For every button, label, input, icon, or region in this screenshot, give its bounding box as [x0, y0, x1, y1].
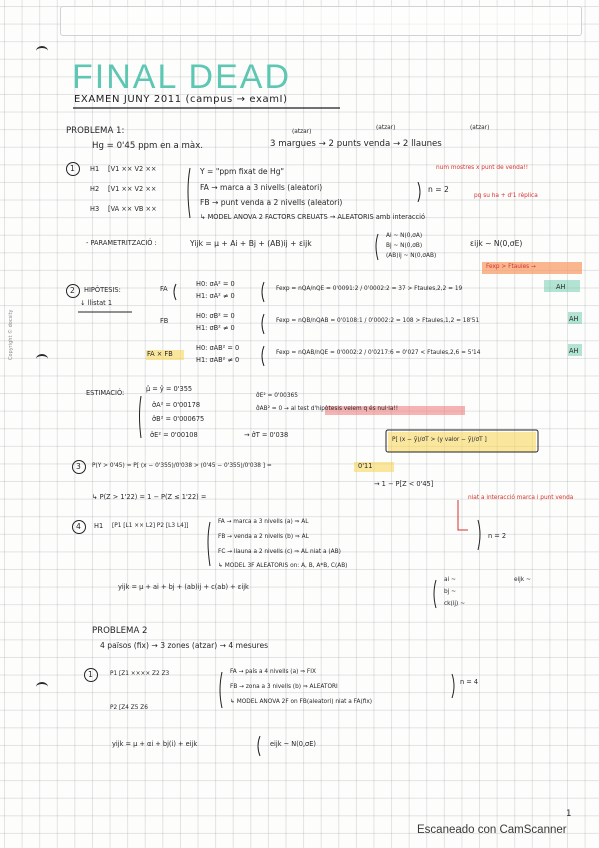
h0-ab: H0: σAB² = 0 [196, 344, 240, 352]
def-fa: FA → marca a 3 nivells (aleatori) [200, 183, 323, 192]
brace [452, 674, 454, 698]
problema2-intro: 4 països (fix) → 3 zones (atzar) → 4 mesures [100, 641, 269, 650]
dist: ai ~ [444, 577, 456, 583]
brace [262, 282, 264, 302]
hypothesis-label: H1 [90, 165, 100, 173]
est-sa: σ̂A² = 0'00178 [152, 401, 201, 409]
tag: AH [556, 283, 566, 291]
hypothesis-label: H1 [94, 522, 104, 530]
param-error: εijk ~ N(0,σE) [470, 239, 523, 248]
est-mu: μ̂ = ŷ = 0'355 [146, 385, 193, 393]
question-number: 3 [76, 462, 81, 471]
prob-equation: P(Y > 0'45) ≈ P[ (x − 0'355)/0'038 > (0'45 − 0'355)/0'038 ] = [92, 463, 272, 469]
hypothesis-heading: HIPÒTESIS: [84, 286, 121, 294]
model-equation: yijk = μ + αi + bj(i) + eijk [112, 740, 198, 748]
est-se2: σ̂E² = 0'00365 [256, 393, 298, 399]
problema2-heading: PROBLEMA 2 [92, 626, 148, 636]
brace [220, 672, 222, 708]
prob-equation-2: ↳ P(Z > 1'22) = 1 − P(Z ≤ 1'22) = [92, 493, 207, 501]
prob-value: 0'11 [358, 462, 373, 470]
hypothesis-label: H3 [90, 205, 100, 213]
param-equation: Yijk = μ + Ai + Bj + (AB)ij + εijk [190, 239, 312, 248]
brace [174, 284, 176, 300]
def-fb: FB → punt venda a 2 nivells (aleatori) [200, 198, 343, 207]
def-fa: FA → marca a 3 nivells (a) ⇒ AL [218, 519, 309, 525]
red-note: num mostres x punt de venda!! [436, 165, 529, 171]
note: (atzar) [376, 125, 396, 131]
est-sab: σ̂AB² = 0 → al test d'hipòtesis veiem q és nul·la!! [256, 406, 399, 412]
red-note: pq su ha + d'1 rèplica [474, 193, 538, 199]
brace [262, 314, 264, 334]
tree: [P1 [L1 ×× L2] P2 [L3 L4]] [112, 523, 189, 529]
n-value: n = 2 [488, 532, 507, 540]
model-line: ↳ MODEL ANOVA 2F on FB(aleatori) niat a FA(fix) [230, 699, 373, 705]
tag: AH [569, 315, 579, 323]
n-value: n = 2 [428, 185, 449, 194]
factor-fa: FA [160, 285, 168, 293]
intro-line: Hg = 0'45 ppm en a màx. [92, 141, 204, 151]
error-dist: eijk ~ [514, 577, 531, 583]
estimacio-label: ESTIMACIÓ: [86, 389, 125, 397]
tree: [VA ×× VB ×× [108, 205, 157, 213]
brace [434, 580, 436, 608]
red-note: niat a interacció marca i punt venda [468, 495, 574, 501]
est-st: → σ̂T = 0'038 [244, 431, 289, 439]
param-dist: Ai ~ N(0,σA) [386, 233, 423, 239]
h0-b: H0: σB² = 0 [196, 312, 235, 320]
param-dist: Bj ~ N(0,σB) [386, 243, 423, 249]
brace [140, 396, 142, 438]
intro-line: 3 margues → 2 punts venda → 2 llaunes [270, 139, 442, 149]
tree: P1 [Z1 ×××× Z2 Z3 [110, 671, 170, 677]
tree: [V1 ×× V2 ×× [108, 185, 157, 193]
def-fa: FA → país a 4 nivells (a) ⇒ FIX [230, 669, 316, 675]
question-number: 1 [88, 670, 93, 679]
side-label: Copyright © docsity [8, 309, 14, 360]
error-dist: eijk ~ N(0,σE) [270, 740, 316, 748]
page-subtitle: EXAMEN JUNY 2011 (campus → examI) [74, 94, 288, 105]
brace [478, 520, 480, 550]
h1-b: H1: σB² ≠ 0 [196, 324, 235, 332]
param-dist: (AB)ij ~ N(0,σAB) [386, 253, 437, 259]
fexp-b: Fexp = nQB/nQAB = 0'0108:1 / 0'0002:2 = 108 > Ftaules,1,2 = 18'51 [276, 318, 480, 324]
brace [208, 522, 210, 566]
note: (atzar) [292, 129, 312, 135]
brace [188, 168, 190, 218]
brace [258, 736, 260, 756]
model-equation: yijk = μ + ai + bj + (ab)ij + c(ab) + εijk [118, 583, 249, 591]
fexp-note: Fexp > Ftaules → [486, 264, 536, 270]
question-number: 4 [76, 522, 81, 531]
brace [262, 346, 264, 366]
factor-fab: FA × FB [147, 350, 173, 358]
scanner-footer: Escaneado con CamScanner [417, 824, 567, 836]
red-arrow [458, 500, 468, 530]
note: (atzar) [470, 125, 490, 131]
dist: ck(ij) ~ [444, 601, 465, 607]
def-fb: FB → zona a 3 nivells (b) ⇒ ALEATORI [230, 684, 338, 690]
question-number: 2 [70, 286, 75, 295]
est-sb: σ̂B² = 0'000675 [152, 415, 205, 423]
hypothesis-subheading: ↓ llistat 1 [80, 299, 113, 307]
brace [376, 234, 378, 260]
n-value: n = 4 [460, 678, 479, 686]
page-title: FINAL DEAD [72, 58, 292, 96]
fexp-a: Fexp = nQA/nQE = 0'0091:2 / 0'0002:2 = 37 > Ftaules,2,2 = 19 [276, 286, 463, 292]
def-y: Y = "ppm fixat de Hg" [200, 167, 285, 176]
def-fb: FB → venda a 2 nivells (b) ⇒ AL [218, 534, 309, 540]
prob-arrow: → 1 − P[Z < 0'45] [374, 480, 434, 488]
prob-box: P[ (x − ȳ)/σT > (y valor − ȳ)/σT ] [392, 437, 487, 443]
h1-a: H1: σA² ≠ 0 [196, 292, 235, 300]
factor-fb: FB [160, 317, 169, 325]
tree: [V1 ×× V2 ×× [108, 165, 157, 173]
dist: bj ~ [444, 589, 456, 595]
fexp-ab: Fexp = nQAB/nQE = 0'0002:2 / 0'0217:6 = 0'027 < Ftaules,2,6 = 5'14 [276, 350, 481, 356]
brace [418, 182, 420, 202]
formula-box [386, 430, 538, 452]
est-se: σ̂E² = 0'00108 [150, 431, 198, 439]
h0-a: H0: σA² = 0 [196, 280, 235, 288]
def-fc: FC → llauna a 2 nivells (c) ⇒ AL niat a (AB) [218, 549, 341, 555]
page-number: 1 [566, 809, 572, 819]
model-line: ↳ MODEL 3F ALEATORIS on: A, B, A*B, C(AB) [218, 563, 348, 569]
tag: AH [569, 347, 579, 355]
param-label: - PARAMETRITZACIÓ : [86, 239, 157, 247]
problema1-heading: PROBLEMA 1: [66, 126, 125, 136]
question-number: 1 [70, 164, 75, 173]
tree: P2 [Z4 Z5 Z6 [110, 705, 148, 711]
hypothesis-label: H2 [90, 185, 100, 193]
model-line: ↳ MODEL ANOVA 2 FACTORS CREUATS → ALEATORIS amb interacció [200, 213, 426, 221]
h1-ab: H1: σAB² ≠ 0 [196, 356, 240, 364]
